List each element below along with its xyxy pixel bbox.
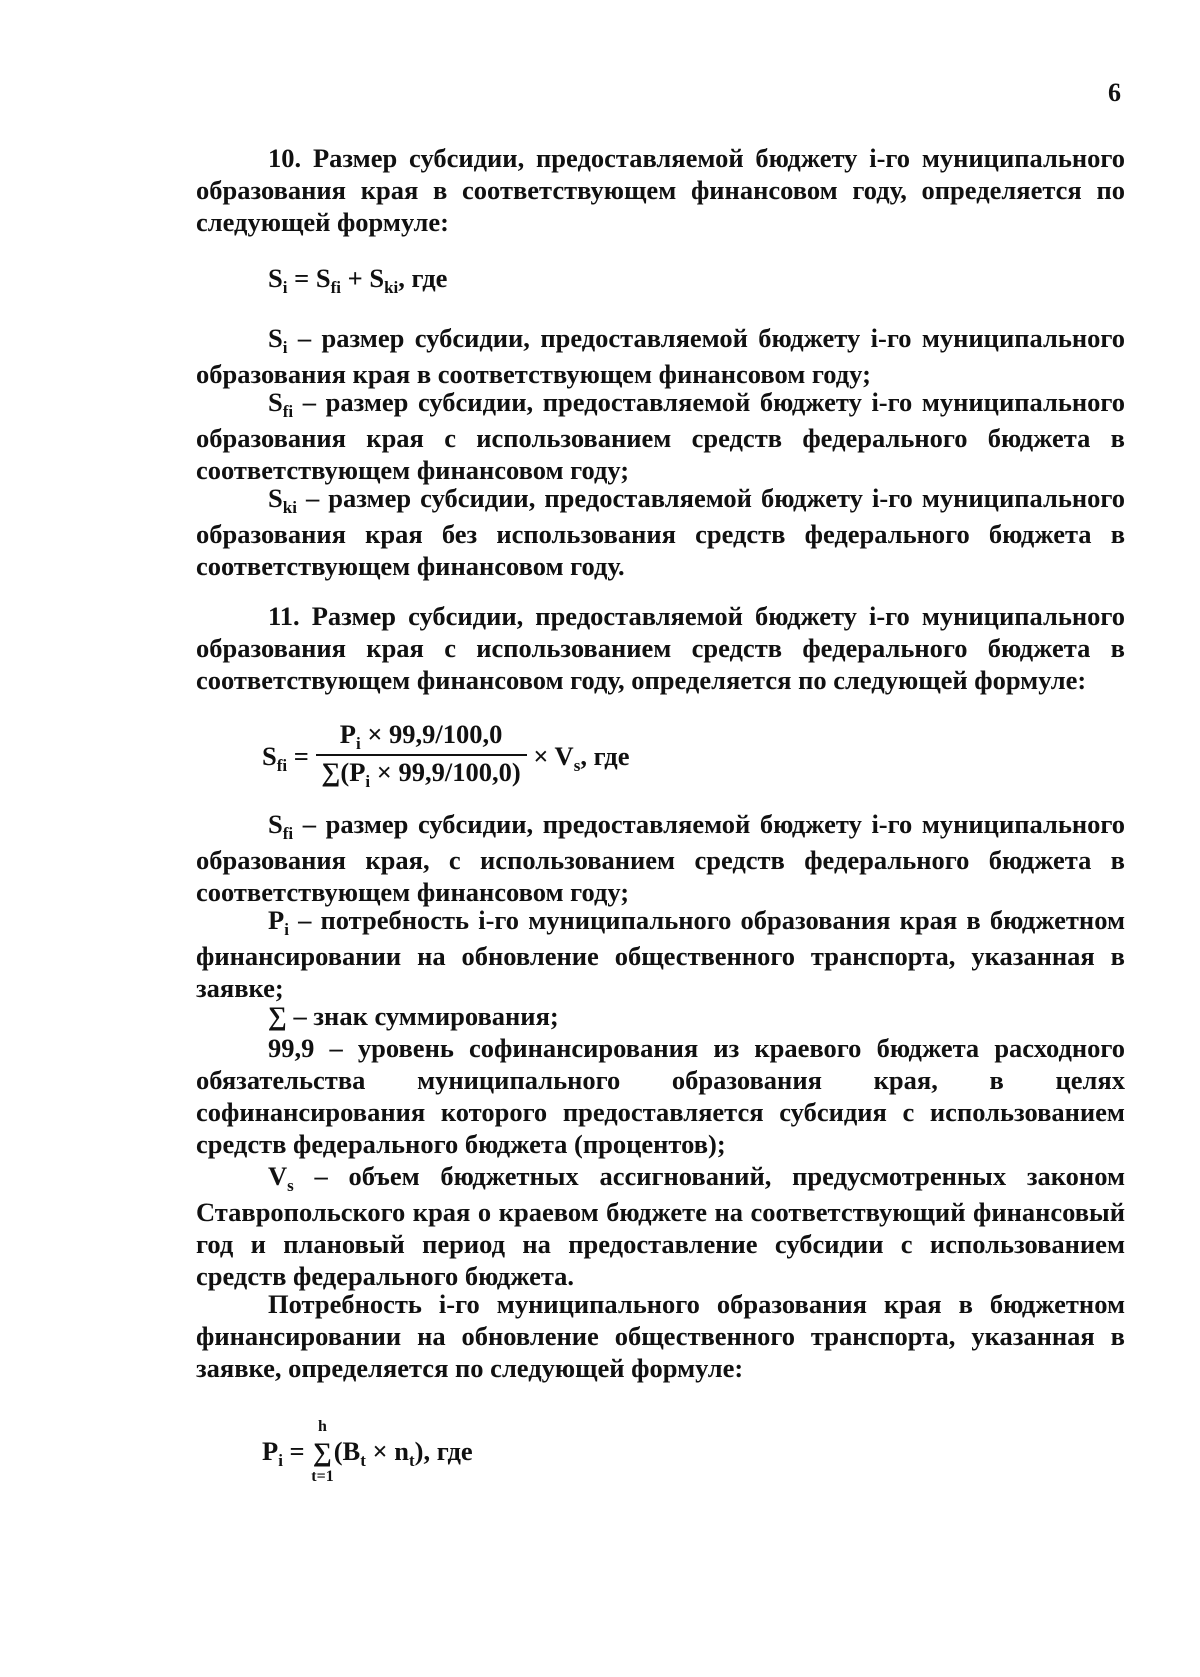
sigma-symbol: ∑ bbox=[313, 1437, 332, 1467]
formula-sfi: $S_{fi}$ = $\frac{P_i \times 99,9/100,0}{\sum(P_i \times 99,9/100,0)}$ × $V_s$, где bbox=[262, 719, 630, 791]
definition-cofinancing-level: 99,9 – уровень софинансирования из краевого бюджета расходного обязательства муниципального образования края, в целях софинансирования которого предоставляется субсидия с использованием средств федерального бюджета (процентов); bbox=[196, 1033, 1125, 1159]
sum-lower-limit: t=1 bbox=[311, 1468, 334, 1485]
definition-si: $S_i$ – размер субсидии, предоставляемой бюджету i-го муниципального образования края в соответствующем финансовом году; bbox=[196, 323, 1125, 389]
sum-operator bbox=[311, 1418, 333, 1486]
formula-pi: $P_i$ = h ∑ t=1 $(B_t \times n_t)$, где bbox=[262, 1418, 473, 1485]
definition-sfi-2: $S_{fi}$ – размер субсидии, предоставляемой бюджету i-го муниципального образования края, с использованием средств федерального бюджета в соответствующем финансовом году; bbox=[196, 809, 1125, 907]
definition-sum-sign: ∑ – знак суммирования; bbox=[268, 1001, 559, 1031]
definition-vs: $V_s$ – объем бюджетных ассигнований, предусмотренных законом Ставропольского края о краевом бюджете на соответствующий финансовый год и плановый период на предоставление субсидии с использованием средств федерального бюджета. bbox=[196, 1161, 1125, 1291]
definition-ski: $S_{ki}$ – размер субсидии, предоставляемой бюджету i-го муниципального образования края без использования средств федерального бюджета в соответствующем финансовом году. bbox=[196, 483, 1125, 581]
page-number: 6 bbox=[1108, 78, 1121, 107]
fraction bbox=[316, 718, 527, 792]
formula-si: $S_i = S_{fi} + S_{ki}$, где bbox=[268, 263, 448, 297]
fraction-denominator: $\sum(P_i \times 99,9/100,0)$ bbox=[316, 754, 527, 792]
fraction-numerator: $P_i \times 99,9/100,0$ bbox=[339, 719, 503, 753]
paragraph-10: 10. Размер субсидии, предоставляемой бюджету i-го муниципального образования края в соответствующем финансовом году, определяется по следующей формуле: bbox=[196, 143, 1125, 237]
sum-upper-limit: h bbox=[318, 1418, 327, 1435]
paragraph-need: Потребность i-го муниципального образования края в бюджетном финансировании на обновление общественного транспорта, указанная в заявке, определяется по следующей формуле: bbox=[196, 1289, 1125, 1383]
paragraph-11: 11. Размер субсидии, предоставляемой бюджету i-го муниципального образования края с использованием средств федерального бюджета в соответствующем финансовом году, определяется по следующей формуле: bbox=[196, 601, 1125, 695]
definition-pi: $P_i$ – потребность i-го муниципального образования края в бюджетном финансировании на обновление общественного транспорта, указанная в заявке; bbox=[196, 905, 1125, 1003]
definition-sfi: $S_{fi}$ – размер субсидии, предоставляемой бюджету i-го муниципального образования края с использованием средств федерального бюджета в соответствующем финансовом году; bbox=[196, 387, 1125, 485]
